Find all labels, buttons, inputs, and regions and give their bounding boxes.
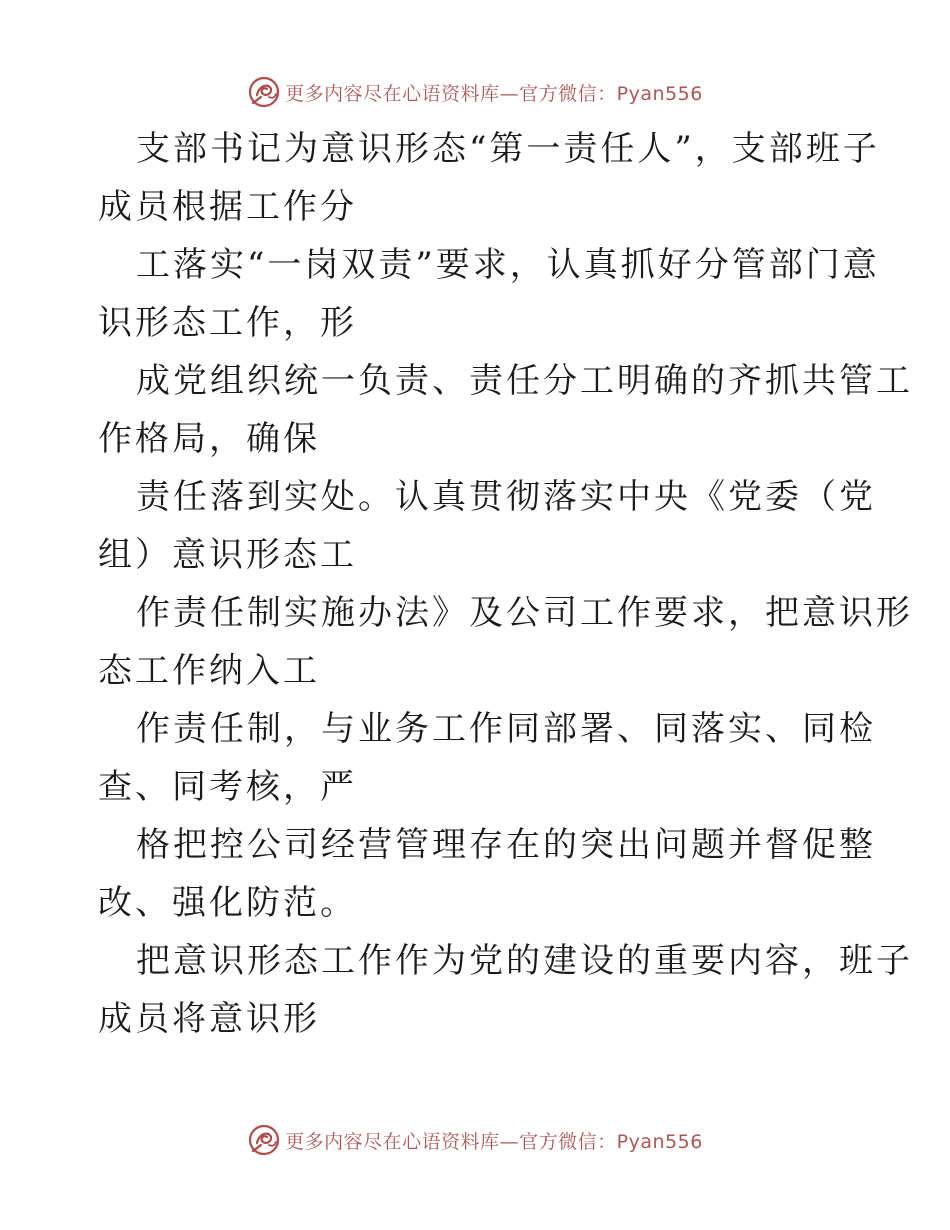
header-watermark [0, 72, 950, 112]
body-line: 工落实“一岗双责”要求，认真抓好分管部门意 [136, 245, 880, 285]
header-watermark-text [285, 79, 703, 106]
body-line: 作责任制，与业务工作同部署、同落实、同检 [136, 709, 876, 749]
header-watermark-label: 更多内容尽在心语资料库—官方微信： [285, 82, 617, 105]
body-line: 作责任制实施办法》及公司工作要求，把意识形 [136, 593, 913, 633]
body-line: 成党组织统一负责、责任分工明确的齐抓共管工 [136, 361, 913, 401]
rose-logo-icon [247, 75, 281, 109]
document-body [98, 120, 913, 1048]
rose-logo-icon [247, 1123, 281, 1157]
footer-watermark-label: 更多内容尽在心语资料库—官方微信： [285, 1130, 617, 1153]
body-line: 作格局，确保 [98, 419, 320, 459]
body-line: 查、同考核，严 [98, 767, 357, 807]
body-line: 成员将意识形 [98, 999, 320, 1039]
body-line: 把意识形态工作作为党的建设的重要内容，班子 [136, 941, 913, 981]
body-line: 识形态工作，形 [98, 303, 357, 343]
footer-watermark [0, 1120, 950, 1160]
body-line: 组）意识形态工 [98, 535, 357, 575]
footer-watermark-text [285, 1127, 703, 1154]
body-line: 态工作纳入工 [98, 651, 320, 691]
body-line: 支部书记为意识形态“第一责任人”，支部班子 [136, 129, 880, 169]
body-line: 责任落到实处。认真贯彻落实中央《党委（党 [136, 477, 876, 517]
body-line: 成员根据工作分 [98, 187, 357, 227]
body-line: 改、强化防范。 [98, 883, 357, 923]
footer-watermark-account: Pyan556 [616, 1130, 703, 1153]
header-watermark-account: Pyan556 [616, 82, 703, 105]
body-line: 格把控公司经营管理存在的突出问题并督促整 [136, 825, 876, 865]
